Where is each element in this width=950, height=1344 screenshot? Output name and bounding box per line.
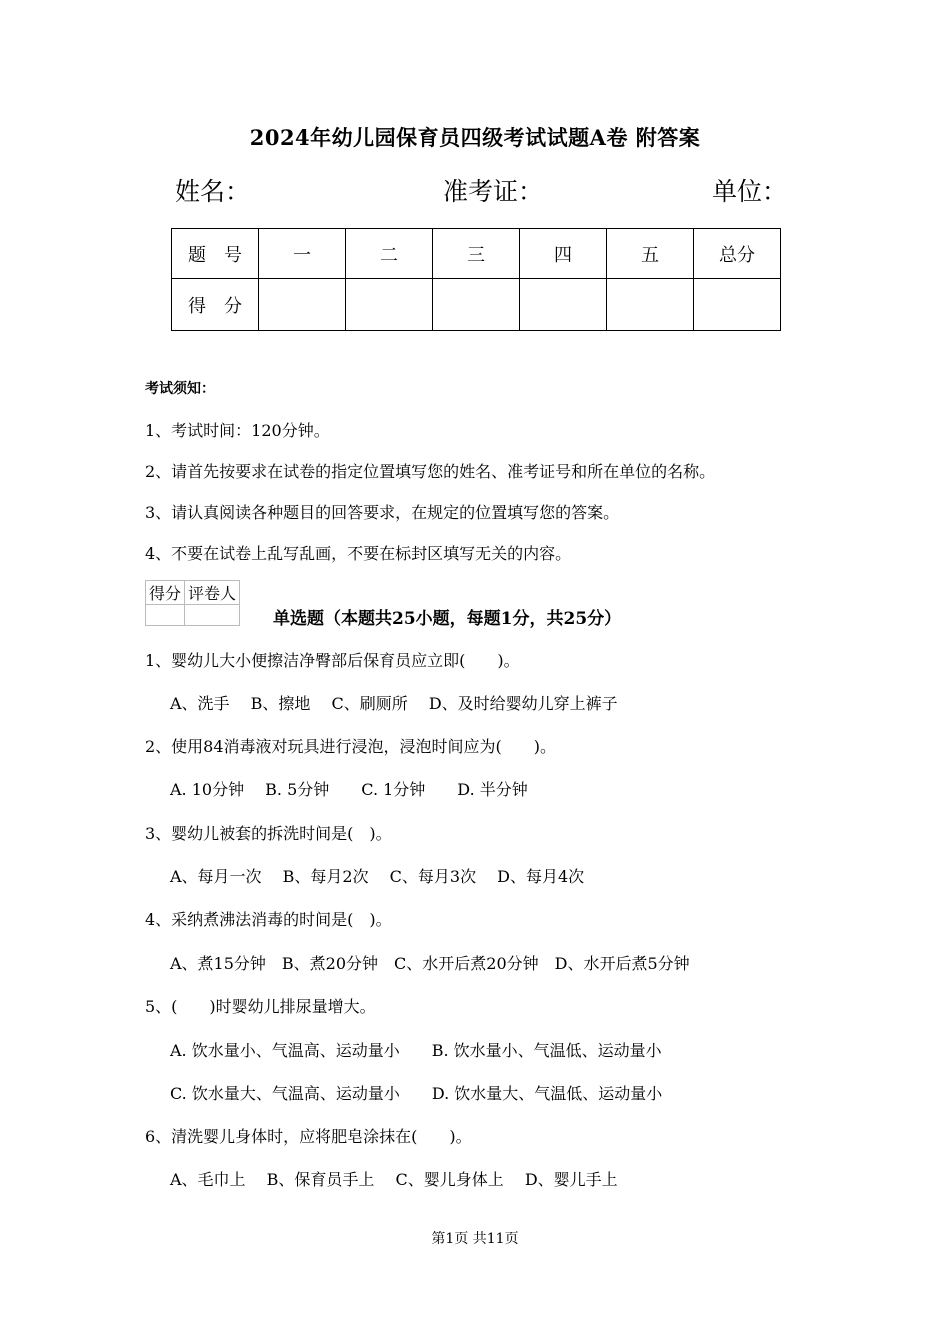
question-5-options: A. 饮水量小、气温高、运动量小 B. 饮水量小、气温低、运动量小 [170,1041,662,1060]
grader-score-cell[interactable] [146,605,185,626]
score-header-cell: 一 [259,229,346,279]
question-6-options: A、毛巾上 B、保育员手上 C、婴儿身体上 D、婴儿手上 [170,1170,618,1189]
score-header-cell: 三 [433,229,520,279]
score-header-cell: 四 [520,229,607,279]
question-1: 1、婴幼儿大小便擦洁净臀部后保育员应立即( )。 [145,651,520,670]
score-cell[interactable] [259,279,346,331]
grader-score-label: 得分 [146,581,185,605]
grader-reviewer-label: 评卷人 [185,581,240,605]
grader-box [145,580,240,626]
grader-reviewer-cell[interactable] [185,605,240,626]
question-5-options: C. 饮水量大、气温高、运动量小 D. 饮水量大、气温低、运动量小 [170,1084,663,1103]
notice-item: 4、不要在试卷上乱写乱画，不要在标封区填写无关的内容。 [145,544,572,563]
document-title: 2024年幼儿园保育员四级考试试题A卷 附答案 [249,125,701,150]
score-cell[interactable] [694,279,781,331]
score-cell[interactable] [520,279,607,331]
score-header-cell: 五 [607,229,694,279]
question-1-options: A、洗手 B、擦地 C、刷厕所 D、及时给婴幼儿穿上裤子 [170,694,618,713]
score-header-cell: 总分 [694,229,781,279]
score-cell[interactable] [607,279,694,331]
score-table [171,228,781,331]
score-table-header-row [172,229,781,279]
question-4-options: A、煮15分钟 B、煮20分钟 C、水开后煮20分钟 D、水开后煮5分钟 [170,954,690,973]
question-5: 5、( )时婴幼儿排尿量增大。 [145,997,376,1016]
notice-heading: 考试须知： [145,381,215,397]
section-title: 单选题（本题共25小题，每题1分，共25分） [273,609,622,629]
score-header-cell: 题 号 [172,229,259,279]
exam-number-field-label: 准考证： [443,177,544,206]
notice-item: 2、请首先按要求在试卷的指定位置填写您的姓名、准考证号和所在单位的名称。 [145,462,716,481]
score-cell[interactable] [433,279,520,331]
score-header-cell: 二 [346,229,433,279]
question-3: 3、婴幼儿被套的拆洗时间是( )。 [145,824,392,843]
question-6: 6、清洗婴儿身体时，应将肥皂涂抹在( )。 [145,1127,472,1146]
score-cell[interactable] [346,279,433,331]
question-2: 2、使用84消毒液对玩具进行浸泡，浸泡时间应为( )。 [145,737,557,756]
question-4: 4、采纳煮沸法消毒的时间是( )。 [145,910,392,929]
unit-field-label: 单位： [712,177,788,206]
question-3-options: A、每月一次 B、每月2次 C、每月3次 D、每月4次 [170,867,585,886]
page-footer: 第1页 共11页 [431,1231,519,1247]
score-row-label: 得 分 [172,279,259,331]
notice-item: 1、考试时间：120分钟。 [145,421,330,440]
score-table-score-row [172,279,781,331]
question-2-options: A. 10分钟 B. 5分钟 C. 1分钟 D. 半分钟 [170,780,528,799]
notice-item: 3、请认真阅读各种题目的回答要求，在规定的位置填写您的答案。 [145,503,620,522]
name-field-label: 姓名： [175,177,251,206]
